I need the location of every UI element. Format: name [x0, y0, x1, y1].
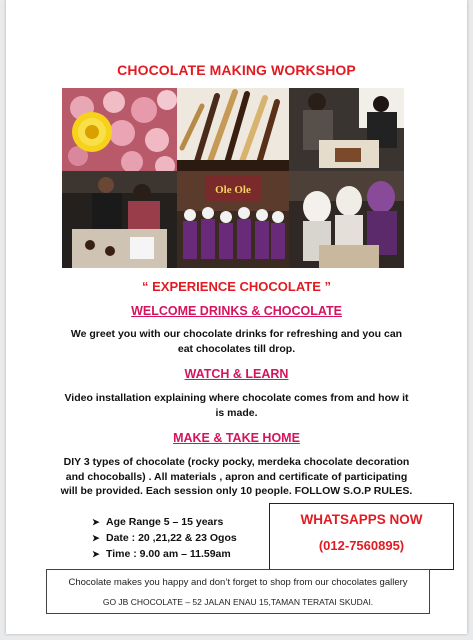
photo-group: [177, 171, 289, 268]
photo-collage: [62, 88, 404, 268]
photo-chocolate-sticks: [177, 88, 289, 171]
footer-box: [46, 569, 430, 614]
photo-sign-text: Ole Ole: [215, 184, 251, 196]
tagline: “ EXPERIENCE CHOCOLATE ”: [141, 279, 331, 294]
section-text-make: [46, 455, 427, 499]
section-line: DIY 3 types of chocolate (rocky pocky, merdeka chocolate decoration: [63, 456, 410, 468]
section-line: Video installation explaining where chocolate comes from and how it: [64, 392, 409, 404]
detail-text: Time : 9.00 am – 11.59am: [106, 548, 231, 560]
section-heading-watch: WATCH & LEARN: [184, 367, 289, 381]
section-text-watch: [46, 391, 427, 420]
section-line: will be provided. Each session only 10 people. FOLLOW S.O.P RULES.: [60, 485, 413, 497]
detail-time: [92, 546, 237, 562]
flyer-title: CHOCOLATE MAKING WORKSHOP: [117, 62, 356, 78]
whatsapp-phone: (012-7560895): [318, 538, 405, 553]
photo-kids-aprons: [62, 171, 177, 268]
detail-text: Age Range 5 – 15 years: [106, 516, 224, 528]
photo-lollipops: [62, 88, 177, 171]
details-list: [92, 514, 237, 562]
arrow-bullet-icon: ➤: [92, 548, 100, 559]
detail-date: [92, 530, 237, 546]
whatsapp-contact-box: [269, 503, 454, 570]
section-text-welcome: [46, 327, 427, 356]
section-heading-make: MAKE & TAKE HOME: [173, 431, 300, 445]
photo-girls-hijab: [289, 171, 404, 268]
section-line: is made.: [215, 406, 258, 419]
flyer-page: [6, 0, 467, 634]
photo-kids-table: [289, 88, 404, 171]
section-heading-welcome: WELCOME DRINKS & CHOCOLATE: [131, 304, 342, 318]
arrow-bullet-icon: ➤: [92, 516, 100, 527]
section-line: We greet you with our chocolate drinks for refreshing and you can: [70, 328, 403, 340]
detail-age: [92, 514, 237, 530]
footer-line-1: Chocolate makes you happy and don’t forget to shop from our chocolates gallery: [68, 577, 408, 588]
arrow-bullet-icon: ➤: [92, 532, 100, 543]
detail-text: Date : 20 ,21,22 & 23 Ogos: [106, 532, 237, 544]
footer-address: GO JB CHOCOLATE – 52 JALAN ENAU 15,TAMAN TERATAI SKUDAI.: [102, 597, 374, 607]
whatsapp-label: WHATSAPPS NOW: [300, 512, 423, 527]
section-line: and chocoballs) . All materials , apron and certificate of participating: [65, 470, 408, 483]
section-line: eat chocolates till drop.: [177, 342, 296, 355]
